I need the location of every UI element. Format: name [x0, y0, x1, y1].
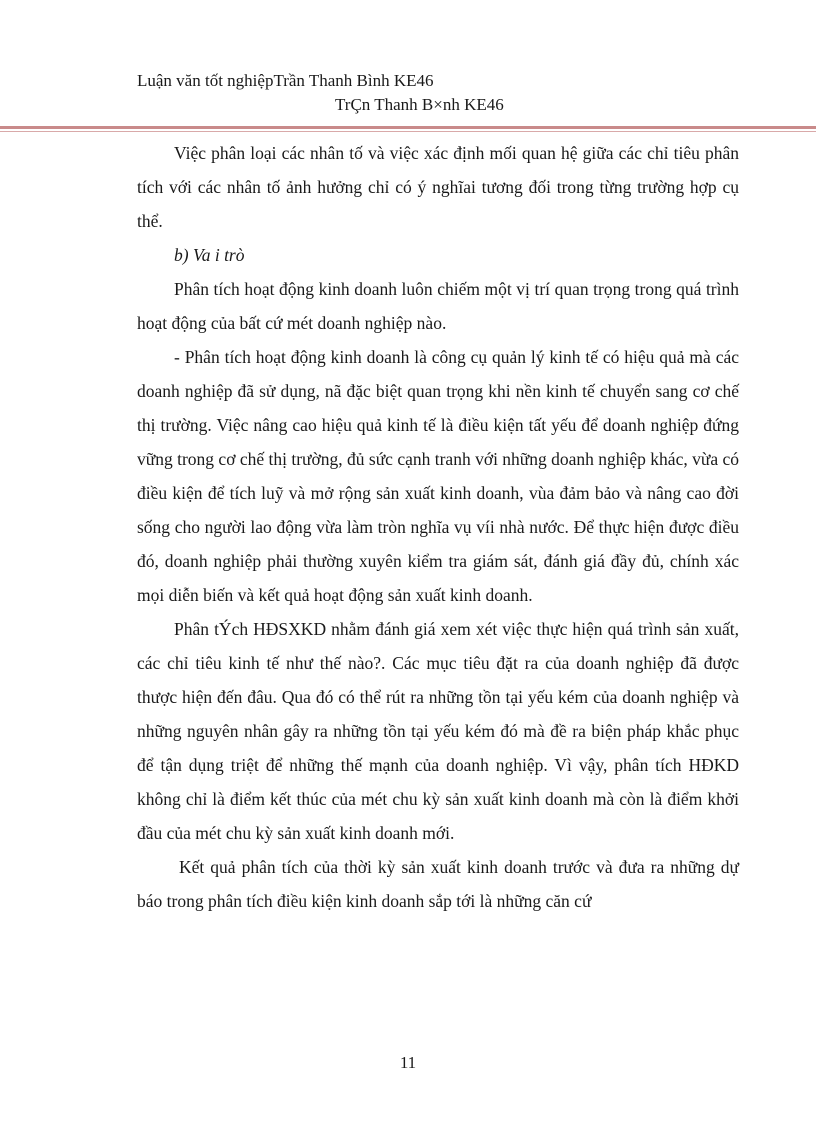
- page-number: 11: [399, 1053, 417, 1072]
- subsection-heading: b) Va i trò: [174, 245, 245, 265]
- page-body: [137, 136, 739, 918]
- paragraph-role-intro: Phân tích hoạt động kinh doanh luôn chiếm một vị trí quan trọng trong quá trình hoạt động của bất cứ mét doanh nghiệp nào.: [137, 279, 739, 333]
- paragraph-management-tool: - Phân tích hoạt động kinh doanh là công cụ quản lý kinh tế có hiệu quả mà các doanh nghiệp đã sử dụng, nã đặc biệt quan trọng khi nền kinh tế chuyển sang cơ chế thị trường. Việc nâng cao hiệu quả kinh tế là điều kiện tất yếu để doanh nghiệp đứng vững trong cơ chế thị trường, đủ sức cạnh tranh với những doanh nghiệp khác, vừa có điều kiện để tích luỹ và mở rộng sản xuất kinh doanh, vùa đảm bảo và nâng cao đời sống cho người lao động vừa làm tròn nghĩa vụ víi nhà nước. Để thực hiện được điều đó, doanh nghiệp phải thường xuyên kiểm tra giám sát, đánh giá đầy đủ, chính xác mọi diễn biến và kết quả hoạt động sản xuất kinh doanh.: [137, 347, 739, 605]
- paragraph-hdsxkd-analysis: Phân tÝch HĐSXKD nhằm đánh giá xem xét việc thực hiện quá trình sản xuất, các chỉ tiêu kinh tế như thế nào?. Các mục tiêu đặt ra của doanh nghiệp đã được thược hiện đến đâu. Qua đó có thể rút ra những tồn tại yếu kém của doanh nghiệp và những nguyên nhân gây ra những tồn tại yếu kém đó mà đề ra biện pháp khắc phục để tận dụng triệt để những thế mạnh của doanh nghiệp. Vì vậy, phân tích HĐKD không chỉ là điểm kết thúc của mét chu kỳ sản xuất kinh doanh mà còn là điểm khởi đầu của mét chu kỳ sản xuất kinh doanh mới.: [137, 619, 739, 843]
- paragraph-analysis-results: Kết quả phân tích của thời kỳ sản xuất kinh doanh trước và đưa ra những dự báo trong phân tích điều kiện kinh doanh sắp tới là những căn cứ: [137, 857, 739, 911]
- header-rule: [0, 126, 816, 133]
- header-rule-thick: [0, 126, 816, 129]
- running-header-secondary: TrÇn Thanh B×nh KE46: [335, 95, 504, 114]
- paragraph-classification-note: Việc phân loại các nhân tố và việc xác định mối quan hệ giữa các chỉ tiêu phân tích với các nhân tố ảnh hưởng chỉ có ý nghĩai tương đối trong từng trường hợp cụ thể.: [137, 143, 739, 231]
- running-header: Luận văn tốt nghiệpTrần Thanh Bình KE46: [137, 71, 434, 90]
- header-rule-thin: [0, 131, 816, 132]
